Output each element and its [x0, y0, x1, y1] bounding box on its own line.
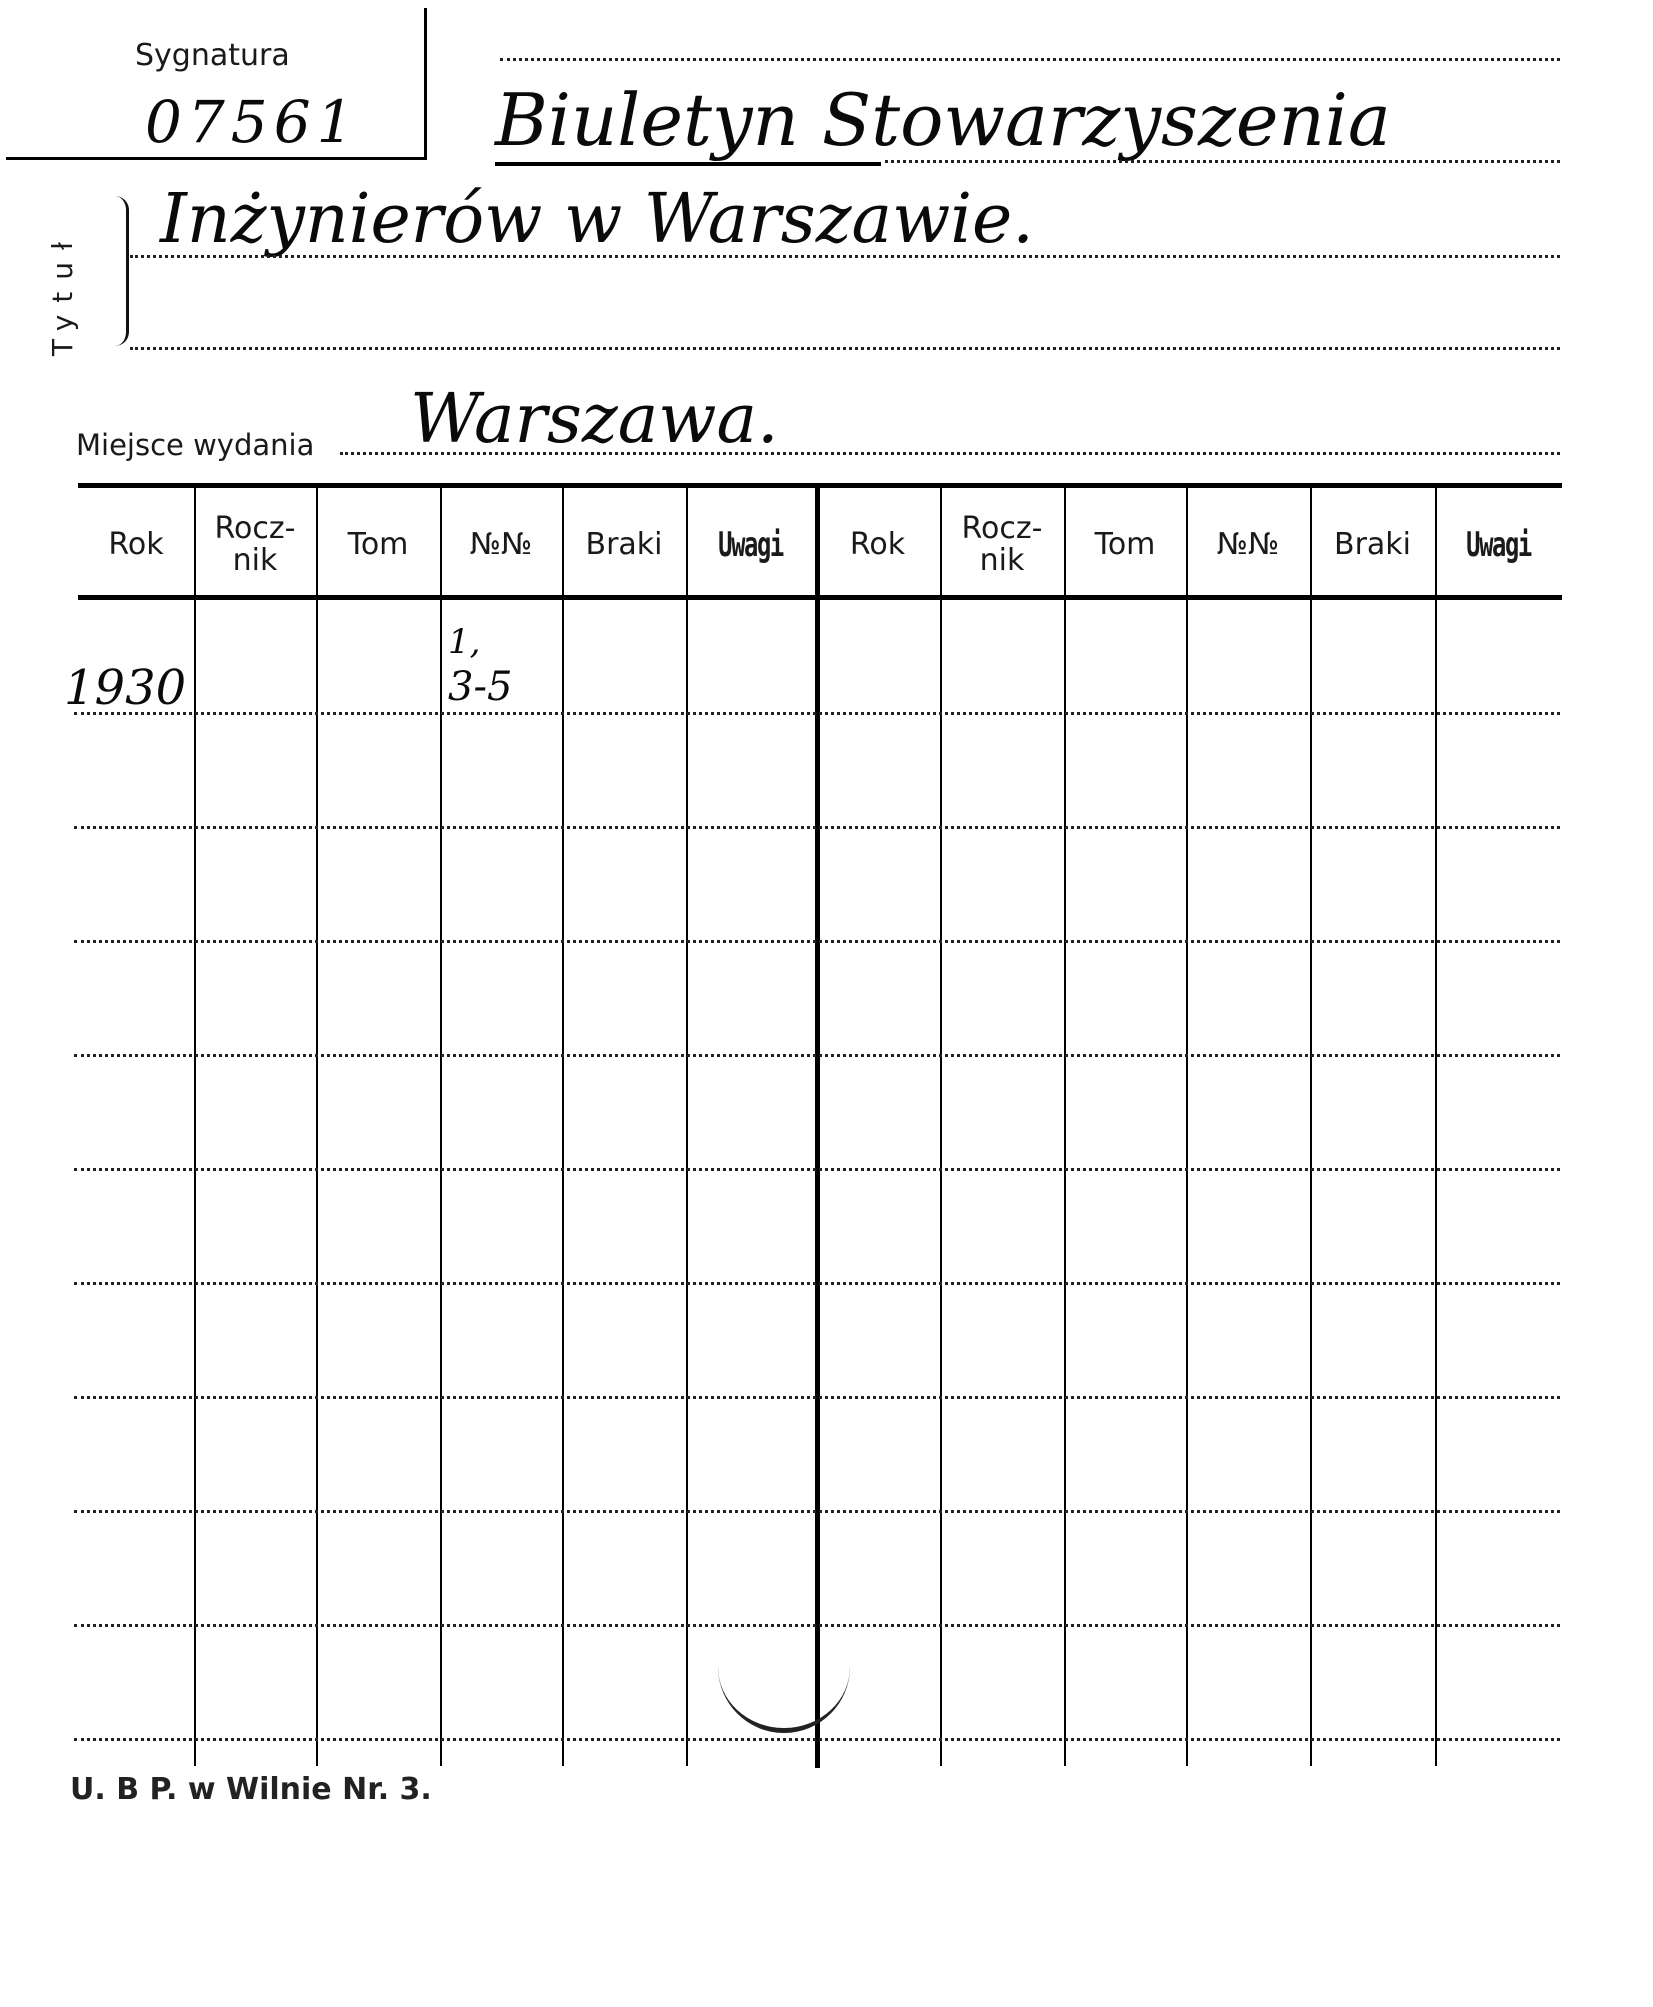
column-divider — [440, 488, 442, 1766]
sygnatura-box-bottom-border — [6, 157, 426, 160]
row-line — [74, 1738, 1560, 1741]
header-rocz-nik-left: Rocz- nik — [214, 511, 296, 578]
header-braki-right: Braki — [1333, 527, 1411, 562]
title-line2: Inżynierów w Warszawie. — [160, 180, 1034, 259]
header-tom-right: Tom — [1094, 527, 1156, 562]
sygnatura-label: Sygnatura — [135, 38, 290, 73]
title-line-2-dots — [130, 255, 1560, 258]
row-line — [74, 1396, 1560, 1399]
title-line-1-dots — [885, 160, 1560, 163]
place-value: Warszawa. — [410, 380, 779, 459]
header--left: №№ — [469, 527, 533, 562]
footer-imprint: U. B P. w Wilnie Nr. 3. — [70, 1772, 432, 1807]
title-line-3-dots — [130, 347, 1560, 350]
row-1-rok: 1930 — [64, 660, 187, 716]
column-divider — [815, 488, 820, 1768]
column-divider — [1310, 488, 1312, 1766]
column-divider — [194, 488, 196, 1766]
column-divider — [940, 488, 942, 1766]
row-1-numbers-line2: 3-5 — [448, 664, 513, 710]
title-underline — [495, 162, 881, 166]
header-rocz-nik-right: Rocz- nik — [961, 511, 1043, 578]
row-line — [74, 1510, 1560, 1513]
header-tom-left: Tom — [347, 527, 409, 562]
title-side-label: Tytuł — [46, 230, 79, 356]
title-brace — [108, 196, 129, 346]
row-line — [74, 940, 1560, 943]
header-uwagi-right: Uwagi — [1466, 525, 1531, 565]
column-divider — [686, 488, 688, 1766]
header-rok-left: Rok — [108, 527, 164, 562]
column-divider — [1435, 488, 1437, 1766]
column-divider — [1064, 488, 1066, 1766]
title-line-top — [500, 58, 1560, 61]
row-line — [74, 1054, 1560, 1057]
header-rok-right: Rok — [849, 527, 906, 562]
column-divider — [1186, 488, 1188, 1766]
row-line — [74, 826, 1560, 829]
row-line — [74, 1168, 1560, 1171]
row-1-numbers-line1: 1, — [448, 622, 481, 662]
header--right: №№ — [1216, 527, 1280, 562]
sygnatura-value: 07561 — [145, 88, 360, 156]
header-braki-left: Braki — [585, 527, 663, 562]
row-line — [74, 1282, 1560, 1285]
sygnatura-box-right-border — [424, 8, 427, 160]
title-line1: Biuletyn Stowarzyszenia — [495, 78, 1391, 162]
column-divider — [316, 488, 318, 1766]
header-uwagi-left: Uwagi — [718, 525, 783, 565]
row-line — [74, 712, 1560, 715]
row-line — [74, 1624, 1560, 1627]
place-label: Miejsce wydania — [76, 428, 315, 462]
column-divider — [562, 488, 564, 1766]
table-top-border — [78, 483, 1562, 488]
paper-tear-mark — [718, 1658, 850, 1733]
